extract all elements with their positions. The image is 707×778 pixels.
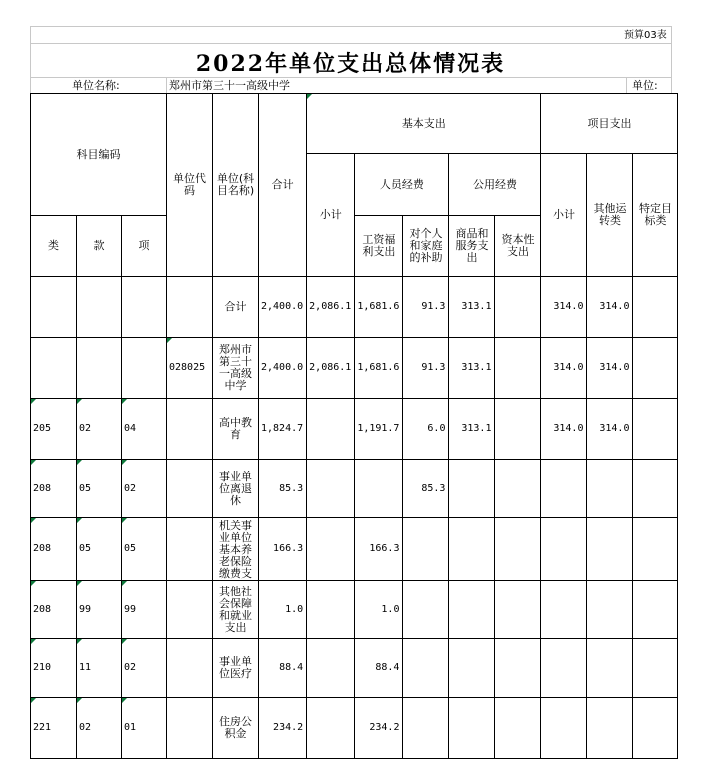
cell-individual [403,698,449,759]
cell-unit-code-text: 028025 [169,362,206,373]
cell-lei [31,639,77,698]
cell-lei [31,518,77,581]
cell-unit-code [167,460,213,518]
cell-marker [77,581,82,586]
cell-unit-name [213,698,259,759]
gridline [30,43,671,44]
cell-lei-text: 205 [33,423,52,434]
cell-other-transfer [587,518,633,581]
cell-individual [403,277,449,338]
cell-lei-text: 208 [33,603,52,615]
cell-special [633,581,678,639]
cell-special [633,338,678,399]
cell-marker [31,460,36,465]
cell-unit-name [213,460,259,518]
cell-unit-code [167,399,213,460]
header-other-transfer: 其他运转类 [587,154,633,277]
cell-wages-text: 1,681.6 [357,301,400,312]
cell-total [259,581,307,639]
cell-capital [495,460,541,518]
cell-unit-name-text: 机关事业单位基本养老保险缴费支 [219,519,252,579]
cell-special [633,399,678,460]
cell-individual [403,460,449,518]
cell-individual [403,639,449,698]
cell-capital [495,277,541,338]
cell-lei [31,277,77,338]
cell-other-transfer [587,698,633,759]
cell-other-transfer [587,399,633,460]
unit-name-label: 单位名称: [72,79,120,92]
cell-xiang [122,698,167,759]
cell-other-transfer-text: 314.0 [599,301,630,312]
cell-other-transfer [587,581,633,639]
cell-total [259,399,307,460]
cell-capital [495,581,541,639]
unit-name-value: 郑州市第三十一高级中学 [169,79,290,92]
cell-unit-name [213,277,259,338]
cell-kuan [77,277,122,338]
cell-marker [31,639,36,644]
cell-kuan [77,338,122,399]
cell-individual [403,399,449,460]
cell-basic-subtotal [307,460,355,518]
cell-basic-subtotal-text: 2,086.1 [309,362,352,373]
cell-project-subtotal [541,581,587,639]
cell-project-subtotal [541,698,587,759]
header-project-subtotal: 小计 [541,154,587,277]
header-lei: 类 [31,216,77,277]
cell-unit-name-text: 事业单位离退休 [219,470,252,507]
table-row [31,460,678,518]
cell-unit-name-text: 郑州市第三十一高级中学 [219,344,252,392]
cell-total-text: 166.3 [273,543,304,554]
header-basic-label: 基本支出 [401,116,446,130]
cell-total [259,277,307,338]
cell-unit-code [167,698,213,759]
cell-lei [31,698,77,759]
cell-goods [449,518,495,581]
table-row [31,698,678,759]
cell-wages-text: 1.0 [381,603,400,615]
cell-kuan [77,460,122,518]
cell-lei [31,399,77,460]
cell-total [259,698,307,759]
cell-xiang-text: 01 [124,722,137,733]
cell-wages-text: 1,191.7 [357,423,400,434]
cell-goods [449,698,495,759]
cell-total-text: 88.4 [279,662,304,673]
cell-unit-code [167,338,213,399]
cell-basic-subtotal-text: 2,086.1 [309,301,352,312]
cell-total-text: 234.2 [273,722,304,733]
cell-kuan [77,518,122,581]
cell-marker [77,399,82,404]
table-body [31,277,678,759]
cell-unit-code [167,277,213,338]
cell-xiang [122,460,167,518]
cell-wages-text: 88.4 [375,662,400,673]
header-basic-subtotal: 小计 [307,154,355,277]
cell-unit-code [167,581,213,639]
header-unit-name: 单位(科目名称) [213,94,259,277]
cell-xiang-text: 02 [124,482,137,494]
cell-individual [403,518,449,581]
cell-goods [449,639,495,698]
cell-unit-name [213,518,259,581]
header-xiang: 项 [122,216,167,277]
cell-individual-text: 91.3 [421,362,446,373]
cell-marker [122,639,127,644]
cell-project-subtotal [541,639,587,698]
cell-xiang-text: 04 [124,423,137,434]
cell-basic-subtotal [307,518,355,581]
cell-unit-name [213,399,259,460]
cell-other-transfer [587,639,633,698]
cell-project-subtotal [541,518,587,581]
cell-goods-text: 313.1 [461,423,492,434]
cell-special [633,518,678,581]
cell-individual-text: 85.3 [421,482,446,494]
cell-lei-text: 221 [33,722,52,733]
cell-xiang [122,399,167,460]
document-title: 2022年单位支出总体情况表 [195,51,506,77]
header-goods: 商品和服务支出 [449,216,495,277]
cell-marker [122,581,127,586]
cell-kuan [77,639,122,698]
header-wages: 工资福利支出 [355,216,403,277]
cell-other-transfer [587,460,633,518]
cell-basic-subtotal [307,277,355,338]
cell-marker [31,399,36,404]
table-row [31,639,678,698]
form-number: 预算03表 [624,30,667,41]
cell-xiang [122,639,167,698]
cell-individual [403,581,449,639]
cell-project-subtotal [541,460,587,518]
cell-other-transfer [587,277,633,338]
header-basic [307,94,541,154]
gridline [166,77,167,93]
table-row [31,338,678,399]
cell-other-transfer [587,338,633,399]
cell-kuan [77,698,122,759]
cell-special [633,277,678,338]
table-row [31,581,678,639]
cell-kuan-text: 05 [79,543,92,554]
cell-wages [355,338,403,399]
cell-unit-name-text: 其他社会保障和就业支出 [219,585,252,634]
cell-xiang [122,518,167,581]
cell-unit-name-text: 事业单位医疗 [219,656,252,680]
header-personnel: 人员经费 [355,154,449,216]
cell-wages-text: 234.2 [369,722,400,733]
cell-project-subtotal-text: 314.0 [553,423,584,434]
table-row [31,277,678,338]
cell-xiang-text: 99 [124,603,137,615]
cell-project-subtotal-text: 314.0 [553,362,584,373]
cell-goods-text: 313.1 [461,362,492,373]
cell-marker [122,460,127,465]
cell-kuan-text: 11 [79,662,92,673]
table-row [31,518,678,581]
cell-unit-name [213,581,259,639]
unit-label: 单位: [632,79,658,92]
cell-goods-text: 313.1 [461,301,492,312]
header-subject-code: 科目编码 [31,94,167,216]
header-project: 项目支出 [541,94,678,154]
cell-individual-text: 91.3 [421,301,446,312]
cell-capital [495,639,541,698]
cell-kuan [77,581,122,639]
cell-individual-text: 6.0 [427,423,446,434]
cell-other-transfer-text: 314.0 [599,423,630,434]
cell-total [259,518,307,581]
cell-basic-subtotal [307,581,355,639]
cell-marker [122,698,127,703]
cell-marker [122,399,127,404]
header-unit-code: 单位代码 [167,94,213,277]
cell-wages [355,639,403,698]
cell-lei [31,338,77,399]
cell-total-text: 2,400.0 [261,301,304,312]
cell-goods [449,399,495,460]
cell-unit-name [213,639,259,698]
cell-special [633,698,678,759]
cell-wages [355,277,403,338]
expenditure-table [30,93,678,759]
cell-unit-name-text: 合计 [224,301,247,313]
cell-xiang [122,338,167,399]
cell-lei-text: 210 [33,662,52,673]
cell-marker [167,338,172,343]
cell-total-text: 1.0 [285,603,304,615]
cell-total [259,460,307,518]
cell-goods [449,277,495,338]
cell-xiang [122,581,167,639]
header-capital: 资本性支出 [495,216,541,277]
cell-basic-subtotal [307,399,355,460]
header-public: 公用经费 [449,154,541,216]
cell-unit-code [167,518,213,581]
cell-marker [77,460,82,465]
cell-xiang-text: 02 [124,662,137,673]
cell-unit-name [213,338,259,399]
cell-marker [77,518,82,523]
gridline [626,77,627,93]
cell-wages [355,698,403,759]
cell-project-subtotal [541,338,587,399]
cell-xiang-text: 05 [124,543,137,554]
cell-capital [495,698,541,759]
cell-kuan-text: 02 [79,423,92,434]
cell-kuan-text: 99 [79,603,92,615]
cell-total-text: 1,824.7 [261,423,304,434]
cell-project-subtotal [541,277,587,338]
cell-basic-subtotal [307,698,355,759]
cell-special [633,460,678,518]
gridline [30,26,671,27]
cell-wages [355,518,403,581]
cell-wages-text: 166.3 [369,543,400,554]
cell-basic-subtotal [307,639,355,698]
cell-xiang [122,277,167,338]
cell-kuan-text: 05 [79,482,92,494]
cell-capital [495,518,541,581]
cell-lei-text: 208 [33,543,52,554]
cell-unit-name-text: 高中教育 [219,417,252,441]
header-total: 合计 [259,94,307,277]
cell-wages-text: 1,681.6 [357,362,400,373]
table-row [31,399,678,460]
cell-other-transfer-text: 314.0 [599,362,630,373]
cell-wages [355,581,403,639]
cell-goods [449,460,495,518]
cell-marker [77,698,82,703]
cell-marker [77,639,82,644]
cell-marker [31,698,36,703]
cell-special [633,639,678,698]
cell-lei [31,581,77,639]
cell-marker [122,518,127,523]
gridline [671,26,672,93]
cell-project-subtotal-text: 314.0 [553,301,584,312]
header-special: 特定目标类 [633,154,678,277]
cell-wages [355,399,403,460]
cell-goods [449,338,495,399]
header-kuan: 款 [77,216,122,277]
cell-basic-subtotal [307,338,355,399]
cell-unit-code [167,639,213,698]
header-individual: 对个人和家庭的补助 [403,216,449,277]
cell-unit-name-text: 住房公积金 [219,716,252,740]
cell-total-text: 2,400.0 [261,362,304,373]
cell-goods [449,581,495,639]
cell-total [259,338,307,399]
cell-individual [403,338,449,399]
cell-wages [355,460,403,518]
cell-total [259,639,307,698]
cell-capital [495,338,541,399]
cell-kuan-text: 02 [79,722,92,733]
cell-project-subtotal [541,399,587,460]
cell-capital [495,399,541,460]
cell-marker [31,518,36,523]
cell-lei [31,460,77,518]
cell-total-text: 85.3 [279,482,304,494]
cell-kuan [77,399,122,460]
cell-marker [31,581,36,586]
cell-lei-text: 208 [33,482,52,494]
cell-marker [307,94,312,99]
